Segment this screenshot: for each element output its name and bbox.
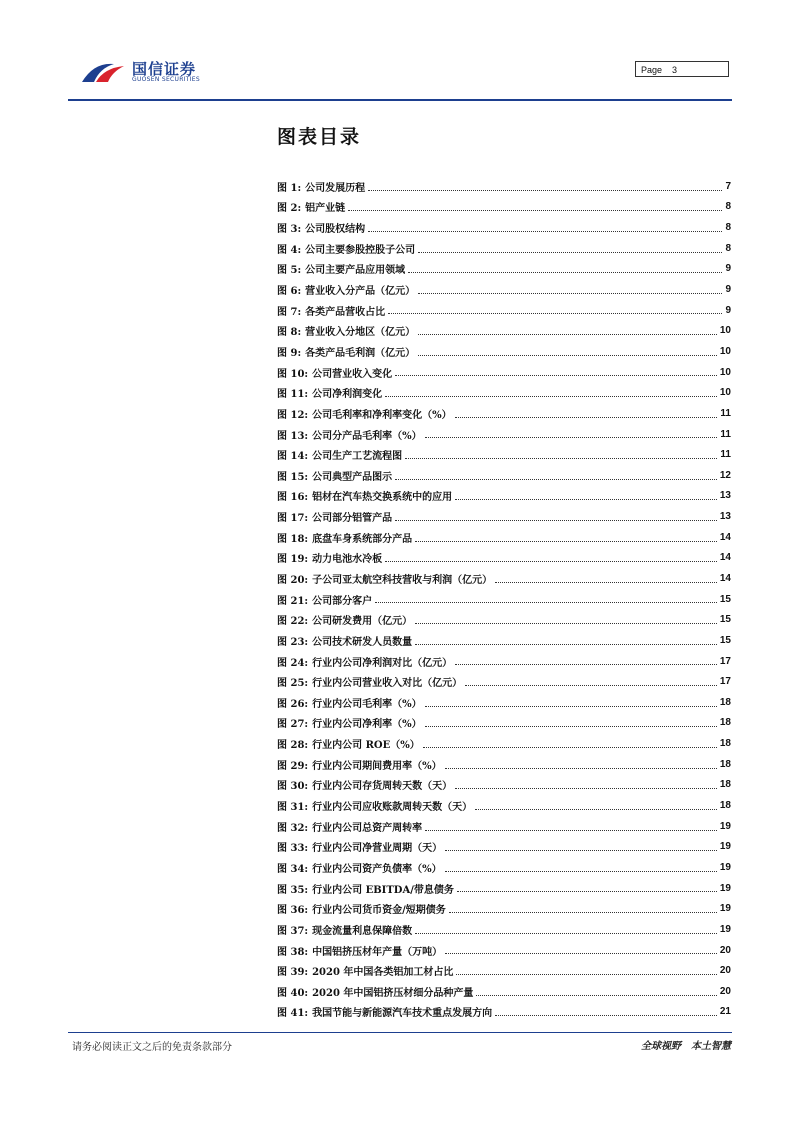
toc-figure-title: 子公司亚太航空科技营收与利润（亿元） — [312, 574, 493, 586]
toc-page-number: 14 — [719, 552, 731, 564]
toc-figure-title: 2020 年中国铝挤压材细分品种产量 — [312, 987, 474, 999]
toc-page-number: 10 — [719, 345, 731, 357]
figure-table-of-contents — [277, 176, 731, 1022]
toc-figure-title: 行业内公司营业收入对比（亿元） — [312, 678, 463, 690]
toc-page-number: 8 — [725, 201, 731, 213]
toc-dot-leader — [423, 746, 717, 748]
toc-entry[interactable] — [277, 382, 731, 403]
toc-figure-title: 公司部分铝管产品 — [312, 513, 393, 525]
toc-figure-title: 公司营业收入变化 — [312, 368, 393, 380]
toc-entry[interactable] — [277, 217, 731, 238]
toc-entry[interactable] — [277, 775, 731, 796]
toc-figure-label: 图 27: — [277, 719, 309, 731]
toc-dot-leader — [445, 870, 717, 872]
toc-entry[interactable] — [277, 176, 731, 197]
toc-page-number: 19 — [719, 923, 731, 935]
toc-figure-label: 图 11: — [277, 389, 309, 401]
toc-figure-label: 图 18: — [277, 533, 309, 545]
toc-figure-label: 图 3: — [277, 224, 302, 236]
toc-entry[interactable] — [277, 651, 731, 672]
toc-page-number: 20 — [719, 944, 731, 956]
toc-figure-title: 2020 年中国各类铝加工材占比 — [312, 967, 454, 979]
toc-dot-leader — [425, 436, 718, 438]
toc-entry[interactable] — [277, 733, 731, 754]
toc-figure-label: 图 32: — [277, 822, 309, 834]
toc-dot-leader — [445, 952, 717, 954]
toc-figure-title: 行业内公司净利率（%） — [312, 719, 422, 731]
page-number: 3 — [672, 65, 678, 75]
toc-figure-title: 行业内公司货币资金/短期债务 — [312, 905, 446, 917]
toc-dot-leader — [418, 333, 717, 335]
toc-dot-leader — [415, 932, 717, 934]
company-logo — [80, 56, 210, 90]
toc-page-number: 17 — [719, 676, 731, 688]
toc-figure-label: 图 35: — [277, 884, 309, 896]
toc-dot-leader — [457, 890, 717, 892]
toc-entry[interactable] — [277, 589, 731, 610]
toc-page-number: 7 — [725, 180, 731, 192]
toc-page-number: 8 — [725, 222, 731, 234]
toc-page-number: 18 — [719, 717, 731, 729]
toc-dot-leader — [368, 189, 722, 191]
toc-figure-label: 图 1: — [277, 182, 302, 194]
toc-figure-title: 行业内公司净营业周期（天） — [312, 843, 443, 855]
toc-dot-leader — [415, 540, 717, 542]
slogan-part-1: 全球视野 — [641, 1041, 681, 1052]
toc-figure-label: 图 5: — [277, 265, 302, 277]
toc-entry[interactable] — [277, 548, 731, 569]
toc-dot-leader — [405, 457, 717, 459]
toc-page-number: 11 — [720, 428, 731, 440]
toc-figure-title: 动力电池水冷板 — [312, 554, 383, 566]
toc-entry[interactable] — [277, 919, 731, 940]
toc-figure-label: 图 30: — [277, 781, 309, 793]
toc-dot-leader — [385, 560, 717, 562]
toc-figure-label: 图 38: — [277, 946, 309, 958]
toc-figure-title: 铝材在汽车热交换系统中的应用 — [312, 492, 453, 504]
toc-page-number: 15 — [719, 634, 731, 646]
toc-page-number: 9 — [725, 304, 731, 316]
toc-page-number: 13 — [719, 490, 731, 502]
toc-figure-label: 图 23: — [277, 636, 309, 648]
guosen-logo-icon — [80, 58, 128, 86]
toc-entry[interactable] — [277, 692, 731, 713]
toc-page-number: 19 — [719, 820, 731, 832]
toc-entry[interactable] — [277, 279, 731, 300]
toc-page-number: 12 — [719, 469, 731, 481]
toc-dot-leader — [445, 767, 717, 769]
toc-dot-leader — [395, 519, 717, 521]
toc-figure-title: 行业内公司毛利率（%） — [312, 698, 422, 710]
toc-dot-leader — [425, 725, 717, 727]
toc-dot-leader — [495, 1014, 717, 1016]
toc-page-number: 13 — [719, 511, 731, 523]
toc-entry[interactable] — [277, 837, 731, 858]
toc-page-number: 20 — [719, 965, 731, 977]
toc-figure-title: 行业内公司 EBITDA/带息债务 — [312, 884, 454, 896]
toc-dot-leader — [449, 911, 717, 913]
toc-figure-title: 我国节能与新能源汽车技术重点发展方向 — [312, 1008, 493, 1020]
toc-page-number: 21 — [719, 1006, 731, 1018]
toc-page-number: 14 — [719, 531, 731, 543]
toc-figure-label: 图 9: — [277, 347, 302, 359]
toc-figure-title: 行业内公司存货周转天数（天） — [312, 781, 453, 793]
toc-entry[interactable] — [277, 238, 731, 259]
toc-figure-label: 图 33: — [277, 843, 309, 855]
toc-entry[interactable] — [277, 816, 731, 837]
toc-figure-title: 公司净利润变化 — [312, 389, 383, 401]
toc-entry[interactable] — [277, 630, 731, 651]
toc-dot-leader — [455, 416, 718, 418]
toc-figure-label: 图 24: — [277, 657, 309, 669]
toc-page-number: 10 — [719, 325, 731, 337]
toc-figure-title: 铝产业链 — [305, 203, 346, 215]
toc-page-number: 18 — [719, 696, 731, 708]
toc-figure-label: 图 36: — [277, 905, 309, 917]
toc-dot-leader — [388, 312, 722, 314]
toc-page-number: 18 — [719, 779, 731, 791]
toc-figure-label: 图 41: — [277, 1008, 309, 1020]
toc-entry[interactable] — [277, 898, 731, 919]
toc-dot-leader — [455, 663, 717, 665]
toc-figure-title: 中国铝挤压材年产量（万吨） — [312, 946, 443, 958]
toc-dot-leader — [395, 374, 717, 376]
toc-dot-leader — [408, 271, 722, 273]
toc-figure-title: 公司典型产品图示 — [312, 471, 393, 483]
footer-rule — [68, 1032, 732, 1033]
toc-entry[interactable] — [277, 754, 731, 775]
toc-dot-leader — [418, 292, 722, 294]
toc-figure-label: 图 12: — [277, 409, 309, 421]
toc-figure-label: 图 40: — [277, 987, 309, 999]
toc-page-number: 18 — [719, 800, 731, 812]
toc-figure-label: 图 2: — [277, 203, 302, 215]
toc-page-number: 19 — [719, 861, 731, 873]
page-title: 图表目录 — [277, 126, 362, 148]
toc-dot-leader — [415, 643, 717, 645]
toc-figure-title: 公司部分客户 — [312, 595, 373, 607]
toc-entry[interactable] — [277, 960, 731, 981]
footer-disclaimer: 请务必阅读正文之后的免责条款部分 — [72, 1042, 232, 1053]
toc-figure-title: 公司主要产品应用领域 — [305, 265, 406, 277]
toc-entry[interactable] — [277, 506, 731, 527]
toc-figure-title: 底盘车身系统部分产品 — [312, 533, 413, 545]
toc-dot-leader — [455, 498, 717, 500]
toc-dot-leader — [425, 705, 717, 707]
toc-entry[interactable] — [277, 403, 731, 424]
toc-dot-leader — [395, 478, 717, 480]
toc-dot-leader — [368, 230, 722, 232]
toc-figure-label: 图 16: — [277, 492, 309, 504]
toc-entry[interactable] — [277, 341, 731, 362]
toc-page-number: 11 — [720, 407, 731, 419]
toc-entry[interactable] — [277, 259, 731, 280]
toc-dot-leader — [445, 849, 717, 851]
toc-dot-leader — [348, 209, 722, 211]
toc-page-number: 18 — [719, 738, 731, 750]
toc-entry[interactable] — [277, 671, 731, 692]
toc-figure-label: 图 34: — [277, 863, 309, 875]
toc-figure-title: 行业内公司应收账款周转天数（天） — [312, 802, 473, 814]
toc-figure-label: 图 26: — [277, 698, 309, 710]
toc-dot-leader — [418, 251, 722, 253]
toc-page-number: 9 — [725, 263, 731, 275]
toc-figure-title: 公司股权结构 — [305, 224, 366, 236]
toc-page-number: 14 — [719, 572, 731, 584]
toc-dot-leader — [465, 684, 717, 686]
toc-figure-label: 图 20: — [277, 574, 309, 586]
toc-page-number: 18 — [719, 758, 731, 770]
logo-chinese-name: 国信证券 — [132, 60, 197, 78]
toc-figure-label: 图 10: — [277, 368, 309, 380]
toc-entry[interactable] — [277, 981, 731, 1002]
toc-entry[interactable] — [277, 465, 731, 486]
toc-figure-label: 图 13: — [277, 430, 309, 442]
toc-page-number: 19 — [719, 903, 731, 915]
toc-page-number: 10 — [719, 387, 731, 399]
toc-dot-leader — [385, 395, 717, 397]
toc-figure-title: 公司研发费用（亿元） — [312, 616, 413, 628]
toc-page-number: 20 — [719, 985, 731, 997]
footer-slogan — [641, 1037, 731, 1052]
toc-figure-label: 图 17: — [277, 513, 309, 525]
header-rule — [68, 99, 732, 101]
toc-page-number: 8 — [725, 242, 731, 254]
toc-figure-title: 公司毛利率和净利率变化（%） — [312, 409, 452, 421]
toc-figure-label: 图 28: — [277, 740, 309, 752]
toc-entry[interactable] — [277, 527, 731, 548]
toc-figure-label: 图 29: — [277, 760, 309, 772]
toc-figure-label: 图 6: — [277, 286, 302, 298]
toc-figure-title: 各类产品毛利润（亿元） — [305, 347, 416, 359]
toc-figure-title: 公司技术研发人员数量 — [312, 636, 413, 648]
toc-entry[interactable] — [277, 197, 731, 218]
page-label: Page — [641, 65, 663, 75]
toc-page-number: 17 — [719, 655, 731, 667]
toc-page-number: 10 — [719, 366, 731, 378]
toc-dot-leader — [495, 581, 717, 583]
toc-figure-label: 图 7: — [277, 306, 302, 318]
toc-dot-leader — [418, 354, 717, 356]
toc-entry[interactable] — [277, 424, 731, 445]
toc-figure-label: 图 4: — [277, 244, 302, 256]
toc-figure-label: 图 19: — [277, 554, 309, 566]
logo-english-name: GUOSEN SECURITIES — [132, 76, 201, 83]
toc-figure-label: 图 15: — [277, 471, 309, 483]
toc-entry[interactable] — [277, 486, 731, 507]
toc-figure-label: 图 21: — [277, 595, 309, 607]
toc-entry[interactable] — [277, 857, 731, 878]
toc-entry[interactable] — [277, 878, 731, 899]
toc-figure-label: 图 22: — [277, 616, 309, 628]
toc-dot-leader — [475, 808, 717, 810]
toc-dot-leader — [425, 829, 717, 831]
toc-figure-title: 现金流量利息保障倍数 — [312, 925, 413, 937]
toc-figure-label: 图 39: — [277, 967, 309, 979]
toc-dot-leader — [415, 622, 717, 624]
toc-dot-leader — [476, 994, 716, 996]
toc-page-number: 19 — [719, 841, 731, 853]
toc-dot-leader — [455, 787, 717, 789]
toc-figure-title: 公司分产品毛利率（%） — [312, 430, 422, 442]
toc-page-number: 9 — [725, 284, 731, 296]
toc-figure-title: 公司生产工艺流程图 — [312, 451, 403, 463]
toc-figure-label: 图 37: — [277, 925, 309, 937]
toc-entry[interactable] — [277, 609, 731, 630]
toc-dot-leader — [456, 973, 716, 975]
toc-figure-title: 行业内公司期间费用率（%） — [312, 760, 442, 772]
toc-figure-title: 各类产品营收占比 — [305, 306, 386, 318]
toc-page-number: 19 — [719, 882, 731, 894]
toc-entry[interactable] — [277, 568, 731, 589]
toc-figure-label: 图 14: — [277, 451, 309, 463]
toc-figure-title: 公司主要参股控股子公司 — [305, 244, 416, 256]
slogan-part-2: 本土智慧 — [691, 1041, 731, 1052]
toc-figure-label: 图 8: — [277, 327, 302, 339]
toc-figure-title: 行业内公司总资产周转率 — [312, 822, 423, 834]
toc-figure-title: 行业内公司净利润对比（亿元） — [312, 657, 453, 669]
toc-figure-title: 公司发展历程 — [305, 182, 366, 194]
toc-entry[interactable] — [277, 300, 731, 321]
toc-figure-title: 营业收入分地区（亿元） — [305, 327, 416, 339]
toc-entry[interactable] — [277, 940, 731, 961]
toc-dot-leader — [375, 601, 717, 603]
toc-entry[interactable] — [277, 1002, 731, 1023]
toc-entry[interactable] — [277, 795, 731, 816]
toc-figure-label: 图 25: — [277, 678, 309, 690]
toc-entry[interactable] — [277, 362, 731, 383]
toc-figure-title: 行业内公司资产负债率（%） — [312, 863, 442, 875]
toc-page-number: 15 — [719, 614, 731, 626]
toc-entry[interactable] — [277, 320, 731, 341]
toc-page-number: 11 — [720, 449, 731, 461]
toc-entry[interactable] — [277, 713, 731, 734]
toc-figure-title: 营业收入分产品（亿元） — [305, 286, 416, 298]
toc-figure-title: 行业内公司 ROE（%） — [312, 740, 420, 752]
toc-page-number: 15 — [719, 593, 731, 605]
page-indicator — [635, 61, 729, 77]
toc-figure-label: 图 31: — [277, 802, 309, 814]
toc-entry[interactable] — [277, 444, 731, 465]
